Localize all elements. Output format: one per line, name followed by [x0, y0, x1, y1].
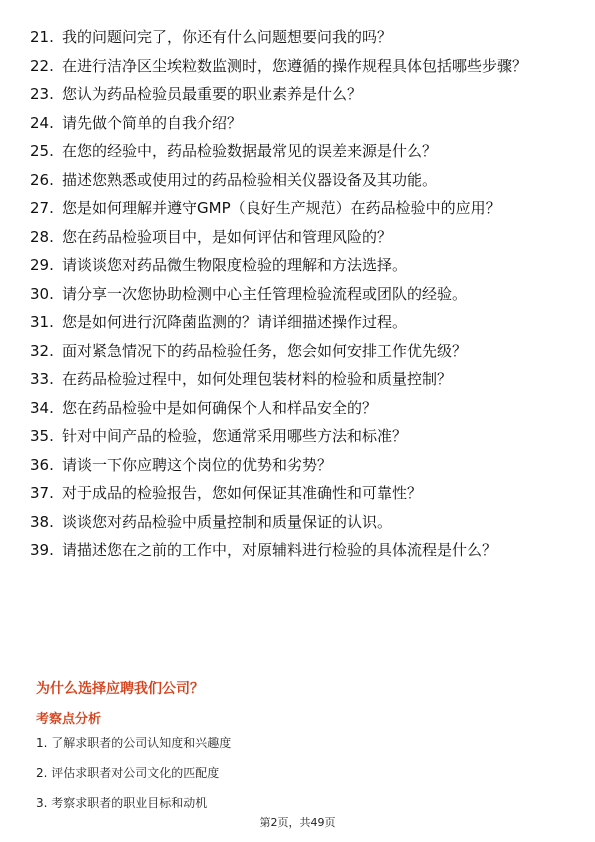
question-number: 30. — [30, 284, 54, 303]
question-text: 请先做个简单的自我介绍？ — [62, 113, 243, 132]
question-number: 26. — [30, 170, 54, 189]
question-number: 23. — [30, 85, 54, 103]
question-number: 32. — [30, 341, 54, 360]
question-number: 38. — [30, 512, 54, 531]
question-item — [30, 226, 570, 250]
question-text: 针对中间产品的检验，您通常采用哪些方法和标准？ — [62, 427, 408, 445]
question-item — [30, 368, 570, 392]
question-item — [30, 55, 570, 79]
section-title: 为什么选择应聘我们公司？ — [36, 681, 204, 697]
question-number: 39. — [30, 541, 54, 559]
question-text: 您是如何进行沉降菌监测的？请详细描述操作过程。 — [62, 313, 408, 331]
question-number: 28. — [30, 227, 54, 246]
question-item — [30, 511, 570, 535]
question-number: 34. — [30, 398, 54, 417]
analysis-points — [36, 734, 231, 824]
question-text: 请谈谈您对药品微生物限度检验的理解和方法选择。 — [62, 256, 408, 274]
analysis-point: 3. 考察求职者的职业目标和动机 — [36, 796, 208, 810]
question-text: 在药品检验过程中，如何处理包装材料的检验和质量控制？ — [62, 370, 453, 388]
question-item — [30, 112, 570, 136]
question-text: 在进行洁净区尘埃粒数监测时，您遵循的操作规程具体包括哪些步骤？ — [62, 56, 528, 75]
question-item — [30, 454, 570, 478]
question-item — [30, 482, 570, 506]
question-text: 请谈一下你应聘这个岗位的优势和劣势？ — [62, 455, 333, 474]
question-number: 22. — [30, 56, 54, 75]
question-number: 37. — [30, 484, 54, 502]
question-text: 面对紧急情况下的药品检验任务，您会如何安排工作优先级？ — [62, 341, 468, 360]
analysis-point: 1. 了解求职者的公司认知度和兴趣度 — [36, 736, 232, 750]
question-list — [30, 26, 570, 568]
question-item — [30, 311, 570, 335]
question-item — [30, 254, 570, 278]
question-item — [30, 197, 570, 221]
question-number: 35. — [30, 427, 54, 445]
question-text: 您在药品检验项目中，是如何评估和管理风险的？ — [62, 227, 393, 246]
page-footer: 第2页，共49页 — [259, 816, 336, 829]
question-item — [30, 397, 570, 421]
question-text: 谈谈您对药品检验中质量控制和质量保证的认识。 — [62, 512, 393, 531]
question-text: 您是如何理解并遵守GMP（良好生产规范）在药品检验中的应用？ — [62, 199, 501, 217]
question-number: 33. — [30, 370, 54, 388]
question-number: 36. — [30, 455, 54, 474]
question-number: 24. — [30, 113, 54, 132]
question-text: 您在药品检验中是如何确保个人和样品安全的？ — [62, 398, 378, 417]
question-number: 31. — [30, 313, 54, 331]
question-number: 25. — [30, 142, 54, 160]
question-number: 29. — [30, 256, 54, 274]
question-item — [30, 140, 570, 164]
question-text: 在您的经验中，药品检验数据最常见的误差来源是什么？ — [62, 142, 438, 160]
question-text: 描述您熟悉或使用过的药品检验相关仪器设备及其功能。 — [62, 170, 438, 189]
question-number: 27. — [30, 199, 54, 217]
question-text: 您认为药品检验员最重要的职业素养是什么？ — [62, 85, 363, 103]
question-number: 21. — [30, 28, 54, 46]
question-item — [30, 425, 570, 449]
analysis-heading: 考察点分析 — [36, 712, 102, 727]
analysis-point: 2. 评估求职者对公司文化的匹配度 — [36, 766, 220, 780]
question-item — [30, 26, 570, 50]
question-item — [30, 83, 570, 107]
question-item — [30, 340, 570, 364]
question-item — [30, 283, 570, 307]
question-item — [30, 169, 570, 193]
question-text: 请描述您在之前的工作中，对原辅料进行检验的具体流程是什么？ — [62, 541, 498, 559]
question-text: 对于成品的检验报告，您如何保证其准确性和可靠性？ — [62, 484, 423, 502]
question-item — [30, 539, 570, 563]
question-text: 我的问题问完了，你还有什么问题想要问我的吗？ — [62, 28, 393, 46]
question-text: 请分享一次您协助检测中心主任管理检验流程或团队的经验。 — [62, 284, 468, 303]
